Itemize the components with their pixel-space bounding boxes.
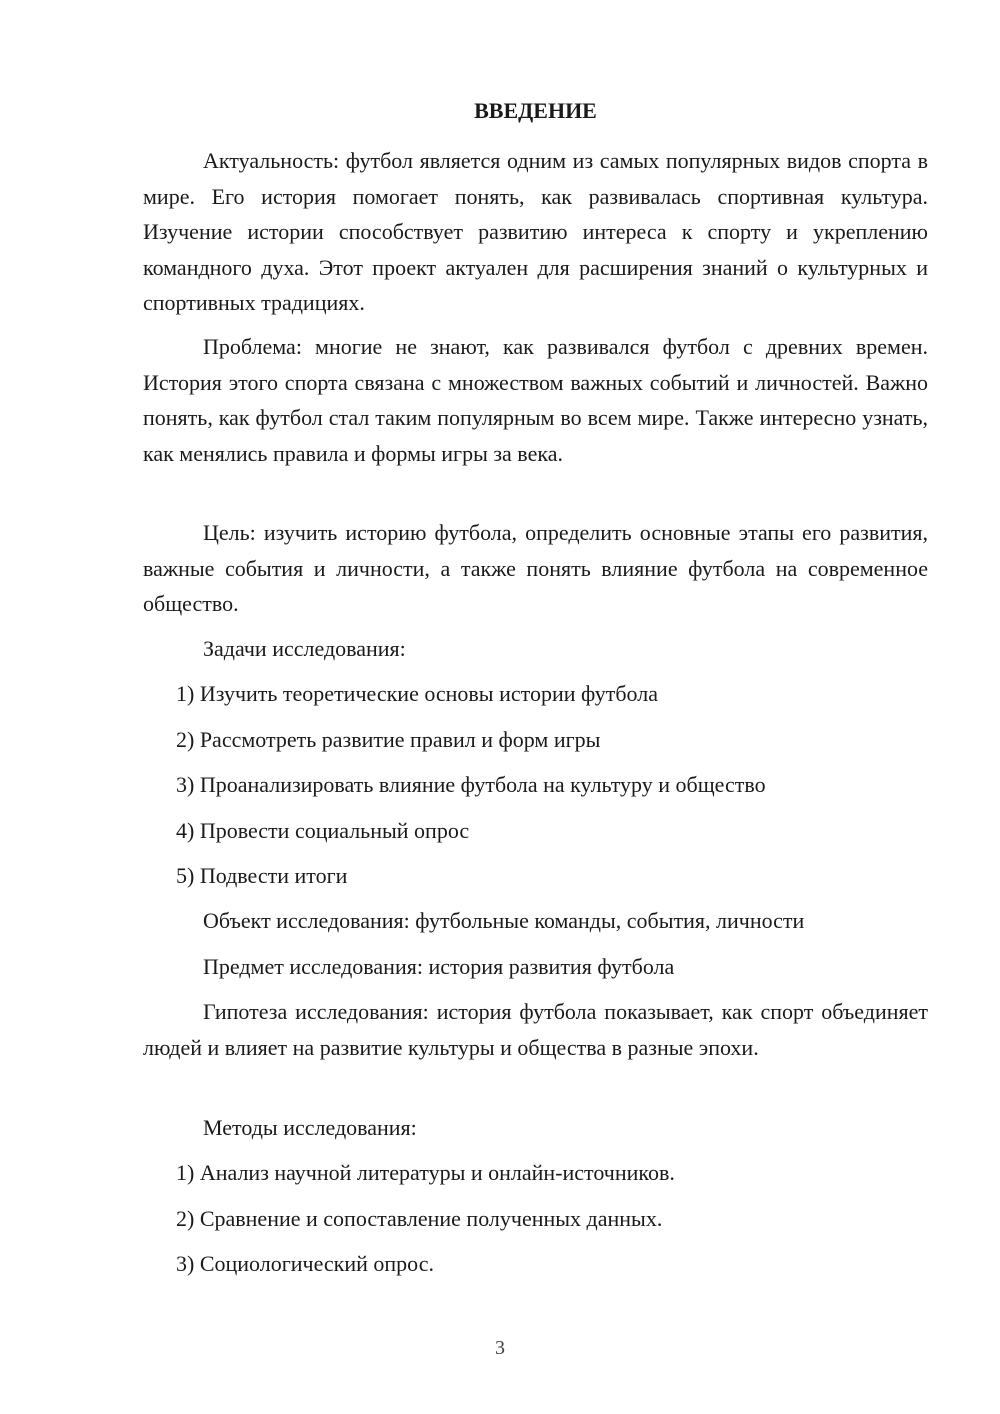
problem-paragraph: Проблема: многие не знают, как развивался футбол с древних времен. История этого спорта связана с множеством важных событий и личностей. Важно понять, как футбол стал таким популярным во всем мире. Также интересно узнать, как менялись правила и формы игры за века. <box>143 334 928 466</box>
task-item: 1) Изучить теоретические основы истории футбола <box>176 681 658 706</box>
method-item: 2) Сравнение и сопоставление полученных данных. <box>176 1206 663 1231</box>
research-subject: Предмет исследования: история развития футбола <box>203 954 675 979</box>
research-object: Объект исследования: футбольные команды, события, личности <box>203 908 805 933</box>
methods-heading: Методы исследования: <box>203 1115 417 1140</box>
method-item: 3) Социологический опрос. <box>176 1251 434 1276</box>
task-item: 2) Рассмотреть развитие правил и форм игры <box>176 727 601 752</box>
page-number: 3 <box>495 1337 505 1359</box>
goal-paragraph: Цель: изучить историю футбола, определить основные этапы его развития, важные события и личности, а также понять влияние футбола на современное общество. <box>143 520 928 616</box>
page-title: ВВЕДЕНИЕ <box>474 98 597 123</box>
task-item: 3) Проанализировать влияние футбола на культуру и общество <box>176 772 766 797</box>
tasks-heading: Задачи исследования: <box>203 636 406 661</box>
relevance-paragraph: Актуальность: футбол является одним из самых популярных видов спорта в мире. Его история помогает понять, как развивалась спортивная культура. Изучение истории способствует развитию интереса к спорту и укреплению командного духа. Этот проект актуален для расширения знаний о культурных и спортивных традициях. <box>143 148 928 315</box>
task-item: 4) Провести социальный опрос <box>176 818 470 843</box>
method-item: 1) Анализ научной литературы и онлайн-источников. <box>176 1160 675 1185</box>
task-item: 5) Подвести итоги <box>176 863 348 888</box>
hypothesis-paragraph: Гипотеза исследования: история футбола показывает, как спорт объединяет людей и влияет на развитие культуры и общества в разные эпохи. <box>143 999 928 1060</box>
